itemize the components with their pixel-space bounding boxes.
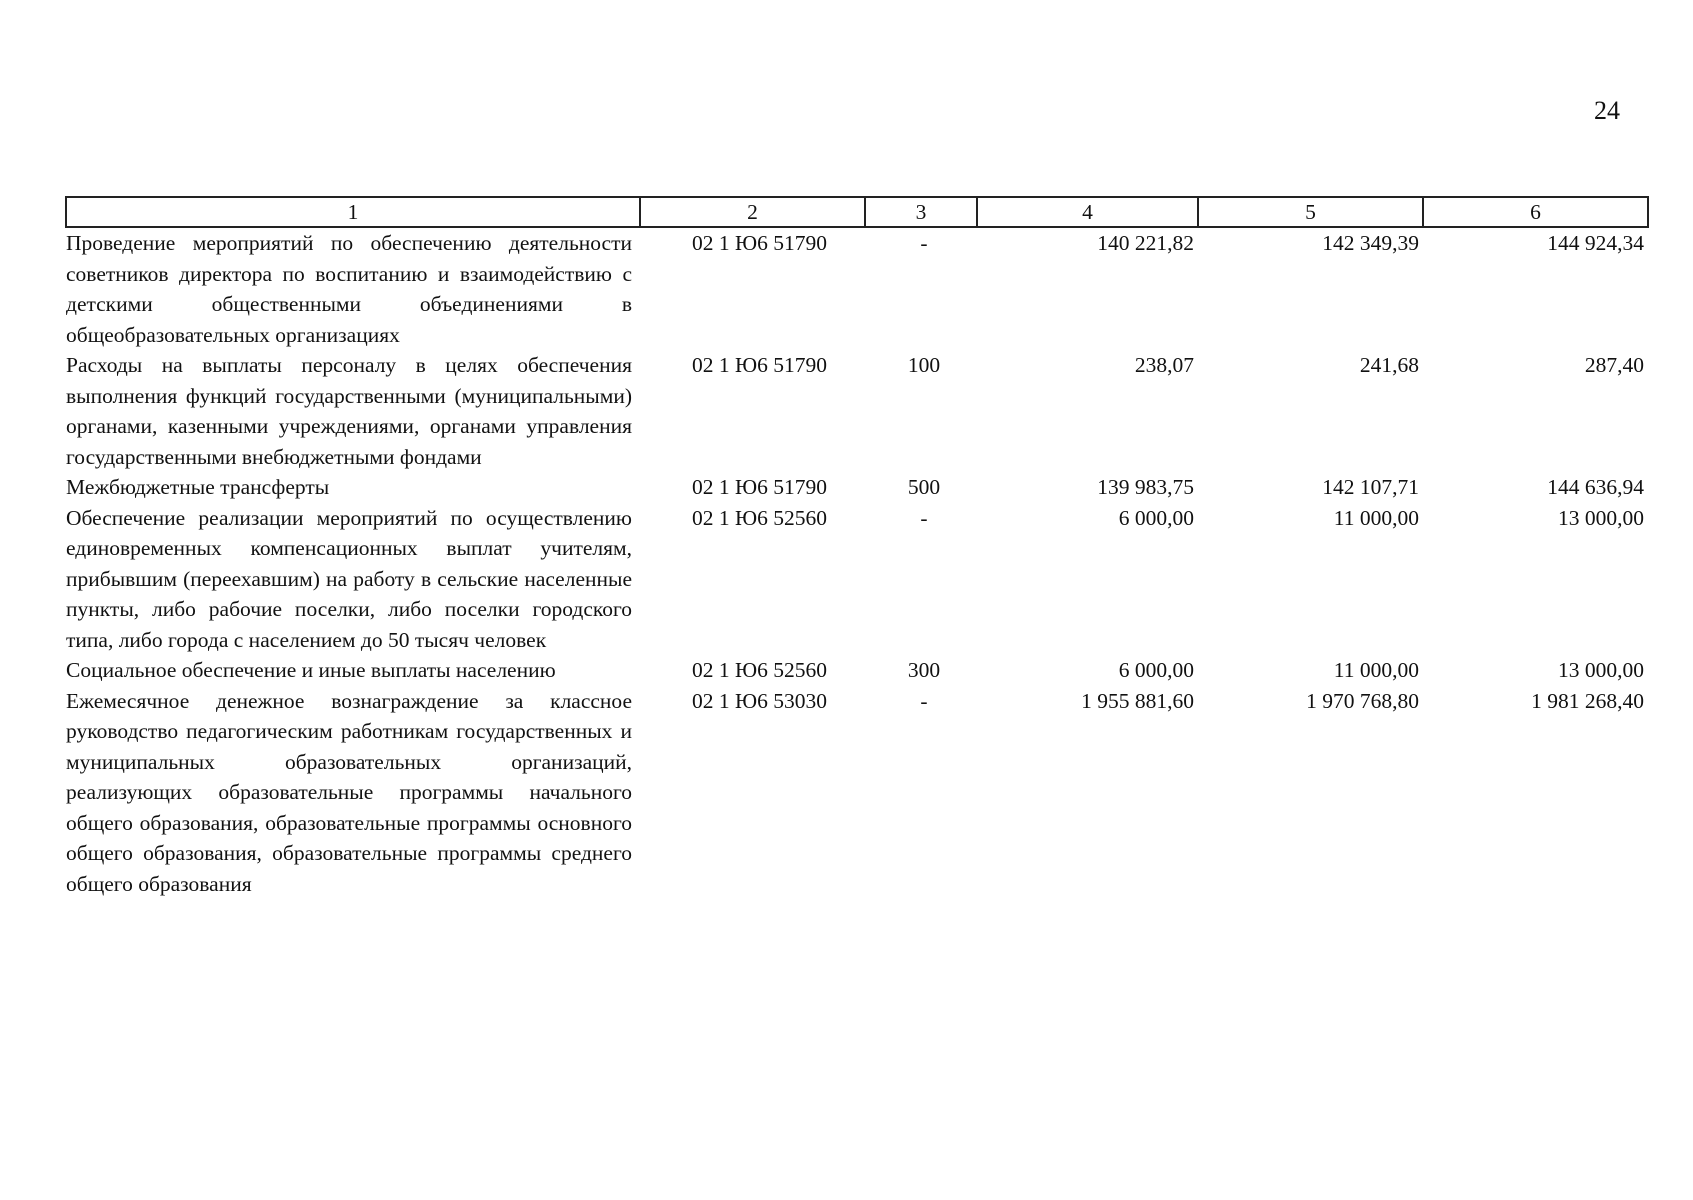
table-row	[66, 227, 1648, 350]
row-amount-year-1: 1 955 881,60	[1081, 688, 1194, 713]
row-name: Расходы на выплаты персоналу в целях обеспечения выполнения функций государственными (муниципальными) органами, казенными учреждениями, органами управления государственными внебюджетными фондами	[66, 353, 632, 469]
budget-table	[65, 196, 1649, 899]
row-name: Проведение мероприятий по обеспечению деятельности советников директора по воспитанию и взаимодействию с детскими общественными объединениями в общеобразовательных организациях	[66, 231, 632, 347]
table-row	[66, 472, 1648, 503]
header-col-1: 1	[66, 197, 640, 227]
row-amount-year-1: 6 000,00	[1118, 658, 1194, 682]
row-amount-year-2: 142 349,39	[1322, 231, 1419, 255]
table-header	[66, 197, 1648, 227]
row-amount-year-2: 1 970 768,80	[1306, 688, 1419, 713]
row-amount-year-2: 241,68	[1359, 353, 1419, 377]
table-row	[66, 503, 1648, 656]
table-row	[66, 350, 1648, 472]
row-expense-type: -	[920, 231, 928, 255]
row-amount-year-3: 287,40	[1584, 353, 1644, 377]
header-col-2: 2	[640, 197, 865, 227]
row-amount-year-1: 139 983,75	[1097, 475, 1194, 499]
row-expense-type: 300	[907, 658, 941, 682]
row-code: 02 1 Ю6 52560	[692, 505, 827, 530]
row-expense-type: 100	[907, 353, 941, 377]
row-amount-year-1: 238,07	[1134, 353, 1194, 377]
table-body	[66, 227, 1648, 899]
row-expense-type: -	[920, 688, 928, 713]
row-amount-year-1: 6 000,00	[1118, 505, 1194, 530]
row-name: Социальное обеспечение и иные выплаты населению	[66, 658, 556, 682]
table-row	[66, 655, 1648, 686]
row-code: 02 1 Ю6 51790	[692, 231, 827, 255]
page-number: 24	[1594, 96, 1620, 125]
row-amount-year-3: 1 981 268,40	[1531, 688, 1644, 713]
header-col-6: 6	[1423, 197, 1648, 227]
header-col-5: 5	[1198, 197, 1423, 227]
row-expense-type: -	[920, 505, 928, 530]
row-amount-year-3: 144 636,94	[1547, 475, 1644, 499]
row-amount-year-2: 142 107,71	[1322, 475, 1419, 499]
row-amount-year-3: 13 000,00	[1558, 505, 1644, 530]
row-amount-year-1: 140 221,82	[1097, 231, 1194, 255]
row-name: Межбюджетные трансферты	[66, 475, 330, 499]
header-row	[66, 197, 1648, 227]
header-col-3: 3	[865, 197, 977, 227]
row-expense-type: 500	[907, 475, 941, 499]
table-row	[66, 686, 1648, 900]
row-amount-year-3: 144 924,34	[1547, 231, 1644, 255]
row-code: 02 1 Ю6 53030	[692, 688, 827, 713]
row-code: 02 1 Ю6 51790	[692, 475, 827, 499]
row-name: Обеспечение реализации мероприятий по осуществлению единовременных компенсационных выплат учителям, прибывшим (переехавшим) на работу в сельские населенные пункты, либо рабочие поселки, либо поселки городского типа, либо города с населением до 50 тысяч человек	[66, 505, 632, 652]
row-amount-year-3: 13 000,00	[1558, 658, 1644, 682]
header-col-4: 4	[977, 197, 1198, 227]
row-code: 02 1 Ю6 52560	[692, 658, 827, 682]
row-name: Ежемесячное денежное вознаграждение за классное руководство педагогическим работникам государственных и муниципальных образовательных организаций, реализующих образовательные программы начального общего образования, образовательные программы основного общего образования, образовательные программы среднего общего образования	[66, 688, 632, 896]
row-amount-year-2: 11 000,00	[1333, 658, 1419, 682]
row-code: 02 1 Ю6 51790	[692, 353, 827, 377]
row-amount-year-2: 11 000,00	[1333, 505, 1419, 530]
